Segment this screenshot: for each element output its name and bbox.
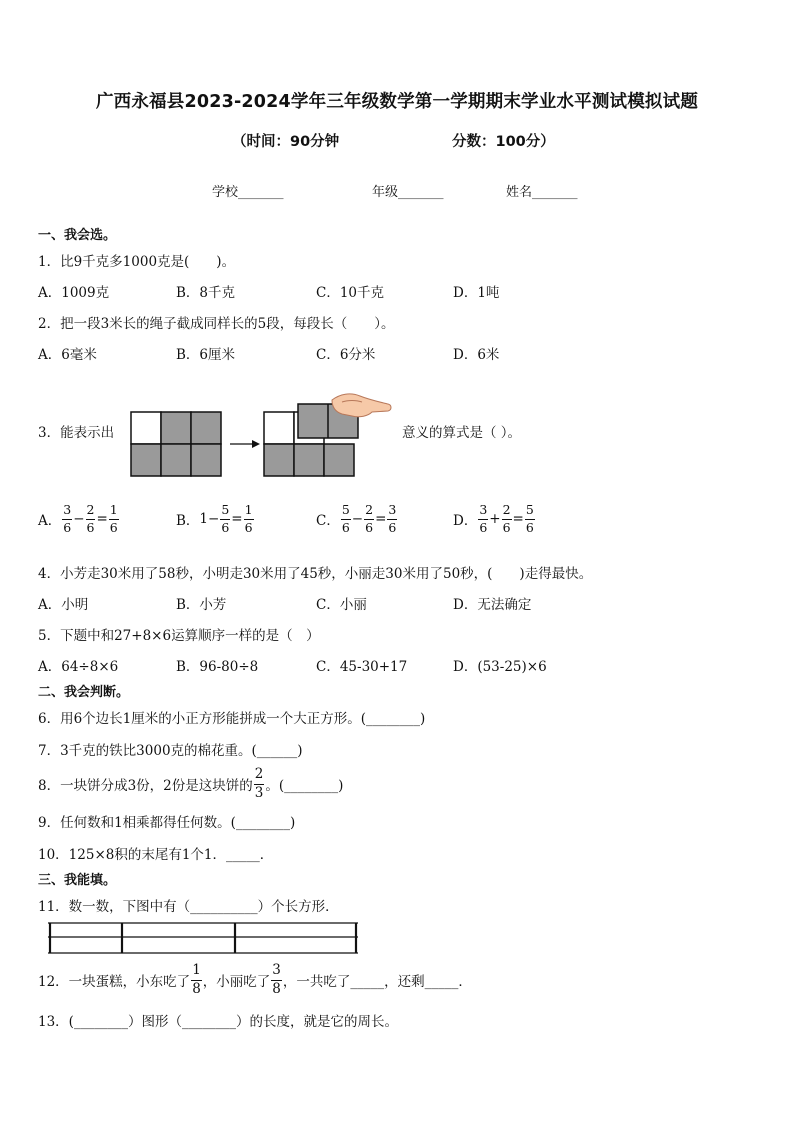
q5-option-b: B．96-80÷8 bbox=[176, 659, 259, 675]
equals-sign: = bbox=[512, 511, 524, 527]
operator: − bbox=[351, 511, 364, 527]
numerator: 3 bbox=[478, 504, 488, 520]
operator: − bbox=[73, 511, 85, 527]
q3-option-d-label: D． bbox=[453, 513, 478, 529]
question-12 bbox=[38, 964, 472, 996]
q2-option-b: B．6厘米 bbox=[176, 347, 236, 363]
fraction bbox=[191, 964, 202, 996]
q3-option-b bbox=[176, 504, 255, 534]
numerator: 1 bbox=[191, 964, 202, 981]
equals-sign: = bbox=[96, 511, 108, 527]
numerator: 2 bbox=[502, 504, 512, 520]
fraction bbox=[244, 504, 254, 534]
rectangle-figure bbox=[48, 921, 360, 955]
numerator: 1 bbox=[244, 504, 254, 520]
denominator: 6 bbox=[479, 519, 488, 535]
q12-text-post: ，一共吃了_____，还剩_____． bbox=[282, 974, 472, 990]
operator: + bbox=[489, 511, 501, 527]
q8-text-post: 。(________) bbox=[265, 778, 344, 794]
numerator: 5 bbox=[220, 504, 230, 520]
fraction bbox=[364, 504, 374, 534]
question-2: 2．把一段3米长的绳子截成同样长的5段，每段长（ ）。 bbox=[38, 316, 395, 332]
q1-option-d: D．1吨 bbox=[453, 285, 500, 301]
question-4: 4．小芳走30米用了58秒，小明走30米用了45秒，小丽走30米用了50秒，( )走得最快。 bbox=[38, 566, 593, 582]
numerator: 2 bbox=[254, 768, 265, 785]
question-1: 1．比9千克多1000克是( )。 bbox=[38, 254, 236, 270]
exam-time: （时间：90分钟 bbox=[232, 134, 340, 150]
numerator: 3 bbox=[271, 964, 282, 981]
equals-sign: = bbox=[231, 511, 243, 527]
q2-option-c: C．6分米 bbox=[316, 347, 376, 363]
q2-option-a: A．6毫米 bbox=[38, 347, 97, 363]
fraction bbox=[109, 504, 119, 534]
fraction bbox=[62, 504, 72, 534]
q8-text-pre: 8．一块饼分成3份，2份是这块饼的 bbox=[38, 778, 253, 794]
question-7: 7．3千克的铁比3000克的棉花重。(______) bbox=[38, 743, 303, 759]
denominator: 3 bbox=[254, 784, 264, 801]
numerator: 5 bbox=[525, 504, 535, 520]
section-heading-1: 一、我会选。 bbox=[38, 228, 117, 243]
fraction bbox=[86, 504, 96, 534]
q4-option-a: A．小明 bbox=[38, 597, 89, 613]
name-field: 姓名_______ bbox=[506, 185, 578, 200]
q12-text-mid: ，小丽吃了 bbox=[202, 974, 271, 990]
q4-option-b: B．小芳 bbox=[176, 597, 227, 613]
section-heading-3: 三、我能填。 bbox=[38, 873, 117, 888]
denominator: 6 bbox=[525, 519, 534, 535]
numerator: 3 bbox=[62, 504, 72, 520]
question-6: 6．用6个边长1厘米的小正方形能拼成一个大正方形。(________) bbox=[38, 711, 426, 727]
q1-option-b: B．8千克 bbox=[176, 285, 236, 301]
arrow-right-icon bbox=[230, 440, 260, 448]
numerator: 2 bbox=[86, 504, 96, 520]
equals-sign: = bbox=[375, 511, 387, 527]
question-11: 11．数一数，下图中有（__________）个长方形． bbox=[38, 899, 339, 915]
denominator: 6 bbox=[86, 519, 95, 535]
numerator: 2 bbox=[364, 504, 374, 520]
numerator: 3 bbox=[387, 504, 397, 520]
q3-option-d bbox=[453, 504, 536, 534]
exam-score: 分数：100分） bbox=[452, 134, 555, 150]
fraction bbox=[254, 768, 265, 800]
denominator: 6 bbox=[221, 519, 230, 535]
fraction bbox=[478, 504, 488, 534]
denominator: 6 bbox=[109, 519, 118, 535]
denominator: 8 bbox=[272, 980, 281, 997]
q3-option-c-label: C． bbox=[316, 513, 340, 529]
question-13: 13．(________）图形（________）的长度，就是它的周长。 bbox=[38, 1014, 398, 1030]
question-10: 10．125×8积的末尾有1个1．_____． bbox=[38, 847, 274, 863]
question-3-tail: 意义的算式是（ ）。 bbox=[402, 425, 522, 441]
denominator: 6 bbox=[341, 519, 350, 535]
fraction bbox=[271, 964, 282, 996]
q5-option-a: A．64÷8×6 bbox=[38, 659, 119, 675]
q2-option-d: D．6米 bbox=[453, 347, 500, 363]
denominator: 8 bbox=[192, 980, 201, 997]
denominator: 6 bbox=[63, 519, 72, 535]
q3-option-c bbox=[316, 504, 398, 534]
fraction bbox=[387, 504, 397, 534]
section-heading-2: 二、我会判断。 bbox=[38, 685, 130, 700]
page-title: 广西永福县2023-2024学年三年级数学第一学期期末学业水平测试模拟试题 bbox=[95, 92, 699, 112]
fraction bbox=[341, 504, 351, 534]
question-9: 9．任何数和1相乘都得任何数。(________) bbox=[38, 815, 296, 831]
fraction bbox=[525, 504, 535, 534]
question-8 bbox=[38, 768, 343, 800]
fraction-figure bbox=[128, 392, 398, 482]
q1-option-a: A．1009克 bbox=[38, 285, 110, 301]
denominator: 6 bbox=[244, 519, 253, 535]
q5-option-d: D．(53-25)×6 bbox=[453, 659, 547, 675]
q3-option-a bbox=[38, 504, 120, 534]
q4-option-c: C．小丽 bbox=[316, 597, 367, 613]
q4-option-d: D．无法确定 bbox=[453, 597, 532, 613]
grade-field: 年级_______ bbox=[372, 185, 444, 200]
hand-icon bbox=[332, 394, 391, 417]
question-3-lead: 3．能表示出 bbox=[38, 425, 115, 441]
operator: 1− bbox=[199, 511, 220, 527]
denominator: 6 bbox=[365, 519, 374, 535]
q3-option-a-label: A． bbox=[38, 513, 62, 529]
q3-option-b-label: B． bbox=[176, 513, 200, 529]
left-grid bbox=[131, 412, 221, 476]
fraction bbox=[220, 504, 230, 534]
question-5: 5．下题中和27+8×6运算顺序一样的是（ ） bbox=[38, 628, 320, 644]
numerator: 1 bbox=[109, 504, 119, 520]
fraction bbox=[502, 504, 512, 534]
numerator: 5 bbox=[341, 504, 351, 520]
denominator: 6 bbox=[388, 519, 397, 535]
q5-option-c: C．45-30+17 bbox=[316, 659, 408, 675]
school-field: 学校_______ bbox=[212, 185, 284, 200]
q12-text-pre: 12．一块蛋糕，小东吃了 bbox=[38, 974, 191, 990]
q1-option-c: C．10千克 bbox=[316, 285, 385, 301]
denominator: 6 bbox=[502, 519, 511, 535]
